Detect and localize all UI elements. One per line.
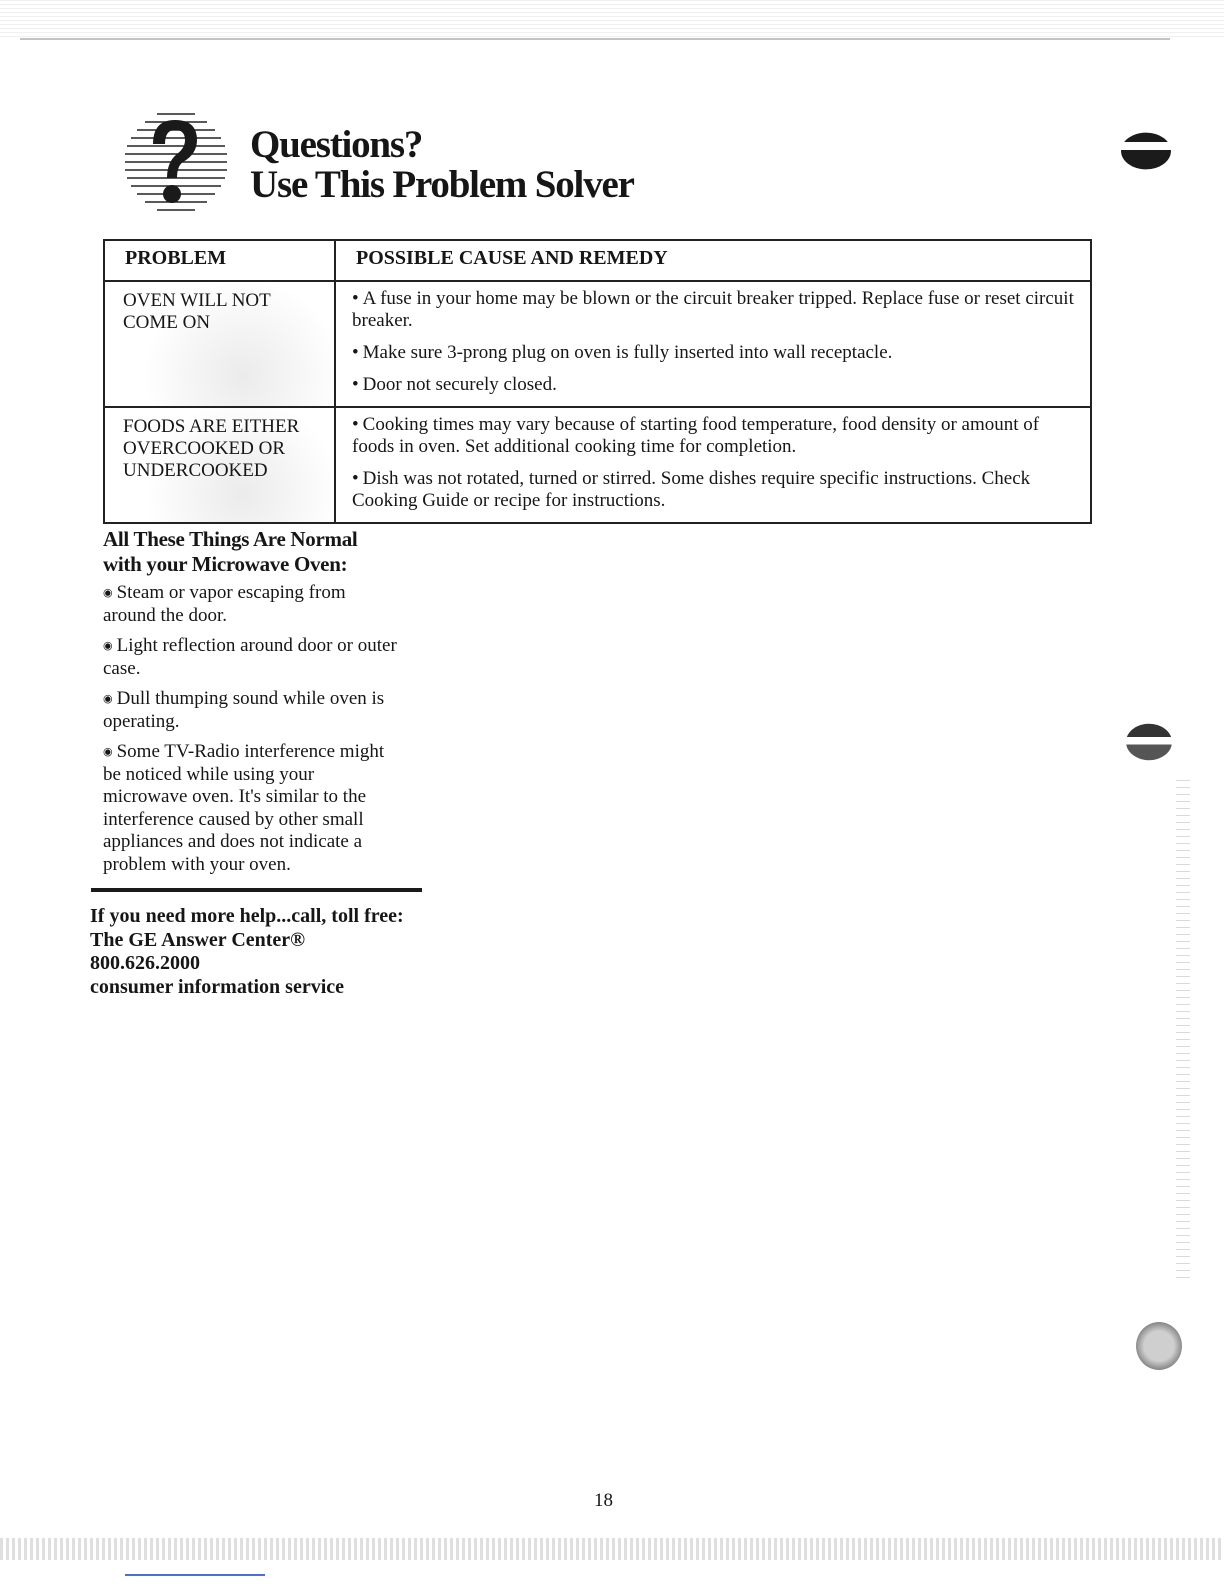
normal-heading-line-1: All These Things Are Normal — [103, 527, 358, 551]
answer-center-name: The GE Answer Center® — [90, 928, 306, 951]
remedy-item: • Door not securely closed. — [352, 374, 1076, 396]
normal-heading-line-2: with your Microwave Oven: — [103, 552, 348, 576]
normal-things-heading — [103, 527, 357, 577]
scan-noise-bottom — [0, 1538, 1224, 1560]
page-number: 18 — [594, 1490, 613, 1511]
problem-cell — [104, 407, 335, 523]
scan-noise-right — [1176, 780, 1190, 1280]
title-line-1: Questions? — [250, 123, 423, 166]
remedy-item: • Make sure 3-prong plug on oven is fully inserted into wall receptacle. — [352, 342, 1076, 364]
column-header-problem: PROBLEM — [104, 240, 335, 281]
remedy-cell — [335, 281, 1091, 407]
problem-text: OVEN WILL NOT — [123, 290, 271, 311]
help-call-text: If you need more help...call, toll free: — [90, 905, 404, 927]
problem-text: UNDERCOOKED — [123, 460, 268, 481]
punch-hole-bottom — [1136, 1322, 1182, 1370]
problem-solver-table — [103, 239, 1092, 524]
scan-noise-top — [0, 0, 1224, 40]
list-item: ◉ Dull thumping sound while oven is operating. — [103, 688, 403, 733]
list-item: ◉ Some TV-Radio interference might be noticed while using your microwave oven. It's similar to the interference caused by other small appliances and does not indicate a problem with your oven. — [103, 741, 403, 876]
problem-text: OVERCOOKED OR — [123, 438, 286, 459]
punch-hole-middle — [1126, 718, 1172, 766]
page-title — [250, 125, 634, 205]
remedy-item: • Dish was not rotated, turned or stirred. Some dishes require specific instructions. Check Cooking Guide or recipe for instructions. — [352, 468, 1076, 512]
consumer-service-text: consumer information service — [90, 975, 345, 998]
list-item: ◉ Light reflection around door or outer case. — [103, 635, 403, 680]
problem-cell — [104, 281, 335, 407]
punch-hole-top — [1121, 128, 1171, 174]
table-row — [104, 407, 1091, 523]
question-mark-icon — [115, 106, 233, 218]
phone-number: 800.626.2000 — [90, 952, 200, 974]
scan-edge-top — [20, 38, 1170, 40]
list-item: ◉ Steam or vapor escaping from around the door. — [103, 582, 403, 627]
title-line-2: Use This Problem Solver — [250, 163, 634, 206]
table-row — [104, 281, 1091, 407]
remedy-cell — [335, 407, 1091, 523]
scan-edge-bottom — [125, 1574, 265, 1576]
help-block — [90, 905, 404, 999]
section-divider — [91, 888, 422, 892]
problem-text: FOODS ARE EITHER — [123, 416, 300, 437]
remedy-item: • Cooking times may vary because of starting food temperature, food density or amount of foods in oven. Set additional cooking time for completion. — [352, 414, 1076, 458]
problem-text: COME ON — [123, 312, 211, 333]
remedy-item: • A fuse in your home may be blown or the circuit breaker tripped. Replace fuse or reset circuit breaker. — [352, 288, 1076, 332]
column-header-remedy: POSSIBLE CAUSE AND REMEDY — [335, 240, 1091, 281]
normal-things-list — [103, 582, 403, 884]
table-header-row — [104, 240, 1091, 281]
